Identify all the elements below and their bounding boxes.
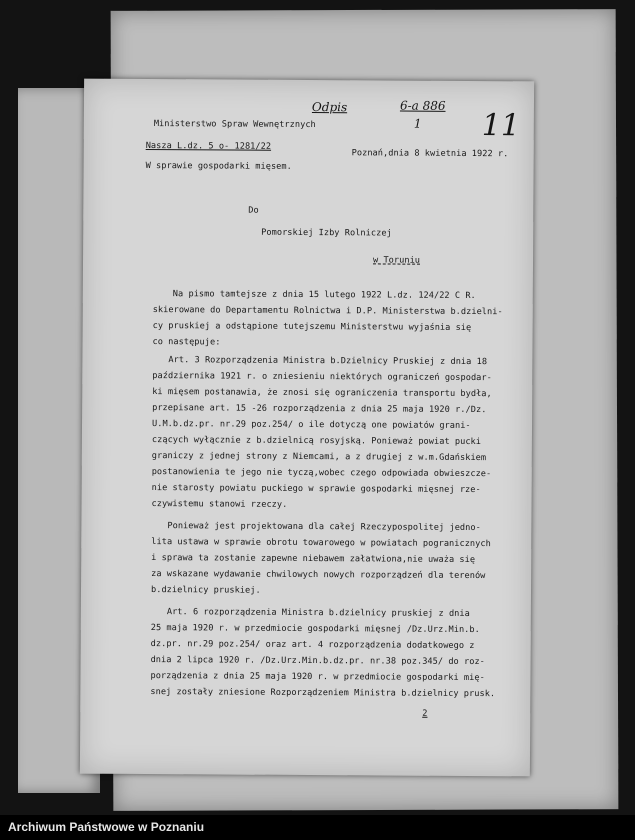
body-line: Art. 6 rozporządzenia Ministra b.dzielnicy pruskiej z dnia [166, 607, 470, 619]
body-line: Na pismo tamtejsze z dnia 15 lutego 1922 L.dz. 124/22 C R. [172, 289, 476, 302]
body-line: i sprawa ta zostanie zapewne niebawem załatwiona,nie uważa się [151, 553, 476, 566]
archive-footer [0, 815, 635, 840]
body-line: października 1921 r. o zniesieniu niektórych ograniczeń gospodar- [152, 371, 492, 384]
place-date: Poznań,dnia 8 kwietnia 1922 r. [351, 148, 509, 160]
body-line: snej zostały zniesione Rozporządzeniem Ministra b.dzielnicy prusk. [150, 687, 496, 700]
page-mark: 2 [422, 708, 428, 719]
handwritten-note-odpis: Odpis [311, 100, 348, 115]
body-line: nie starosty powiatu puckiego w sprawie gospodarki mięsnej rze- [151, 483, 481, 496]
body-line: co następuje: [152, 337, 221, 348]
body-line: przepisane art. 15 -26 rozporządzenia z dnia 25 maja 1920 r./Dz. [152, 403, 487, 416]
body-line: porządzenia z dnia 25 maja 1920 r. w przedmiocie gospodarki mię- [150, 671, 485, 684]
body-line: ki mięsem postanawia, że znosi się ograniczenia transportu bydła, [152, 387, 492, 400]
handwritten-note-1: 1 [413, 116, 422, 131]
recipient-city: w Toruniu [372, 255, 421, 266]
body-line: czywistemu stanowi rzeczy. [151, 499, 288, 510]
body-line: b.dzielnicy pruskiej. [150, 585, 261, 596]
body-line: skierowane do Departamentu Rolnictwa i D.P. Ministerstwa b.dzielni- [152, 305, 503, 318]
body-line: za wskazane wydawanie chwilowych nowych rozporządzeń dla terenów [151, 569, 486, 582]
body-line: dz.pr. nr.29 poz.254/ oraz art. 4 rozporządzenia dodatkowego z [150, 639, 475, 652]
recipient-name: Pomorskiej Izby Rolniczej [261, 227, 392, 239]
reference-number: Nasza L.dz. 5 o- 1281/22 [145, 141, 272, 152]
body-line: 25 maja 1920 r. w przedmiocie gospodarki mięsnej /Dz.Urz.Min.b. [150, 623, 480, 636]
body-line: graniczy z jednej strony z Niemcami, a z drugiej z w.m.Gdańskiem [151, 451, 487, 464]
body-line: czących wyłącznie z b.dzielnicą rosyjską. Ponieważ powiat pucki [151, 435, 482, 448]
subject-line: W sprawie gospodarki mięsem. [145, 161, 292, 172]
salutation-do: Do [248, 205, 259, 216]
body-line: dnia 2 lipca 1920 r. /Dz.Urz.Min.b.dz.pr. nr.38 poz.345/ do roz- [150, 655, 485, 668]
body-line: Art. 3 Rozporządzenia Ministra b.Dzielnicy Pruskiej z dnia 18 [168, 355, 488, 368]
archive-label: Archiwum Państwowe w Poznaniu [8, 820, 205, 834]
body-line: Ponieważ jest projektowana dla całej Rzeczypospolitej jedno- [167, 521, 481, 534]
header-ministry: Ministerstwo Spraw Wewnętrznych [153, 119, 316, 131]
document-page [80, 79, 534, 777]
body-line: cy pruskiej a odstąpione tutejszemu Ministerstwu wyjaśnia się [152, 321, 472, 334]
body-line: lita ustawa w sprawie obrotu towarowego w powiatach pogranicznych [151, 537, 491, 550]
handwritten-folio-number: 11 [481, 108, 521, 144]
body-line: postanowienia te jego nie tyczą,wobec czego odpowiada obwieszcze- [151, 467, 492, 480]
body-line: U.M.b.dz.pr. nr.29 poz.254/ o ile dotyczą one powiatów grani- [151, 419, 471, 431]
handwritten-note-number: 6-a 886 [399, 98, 446, 113]
